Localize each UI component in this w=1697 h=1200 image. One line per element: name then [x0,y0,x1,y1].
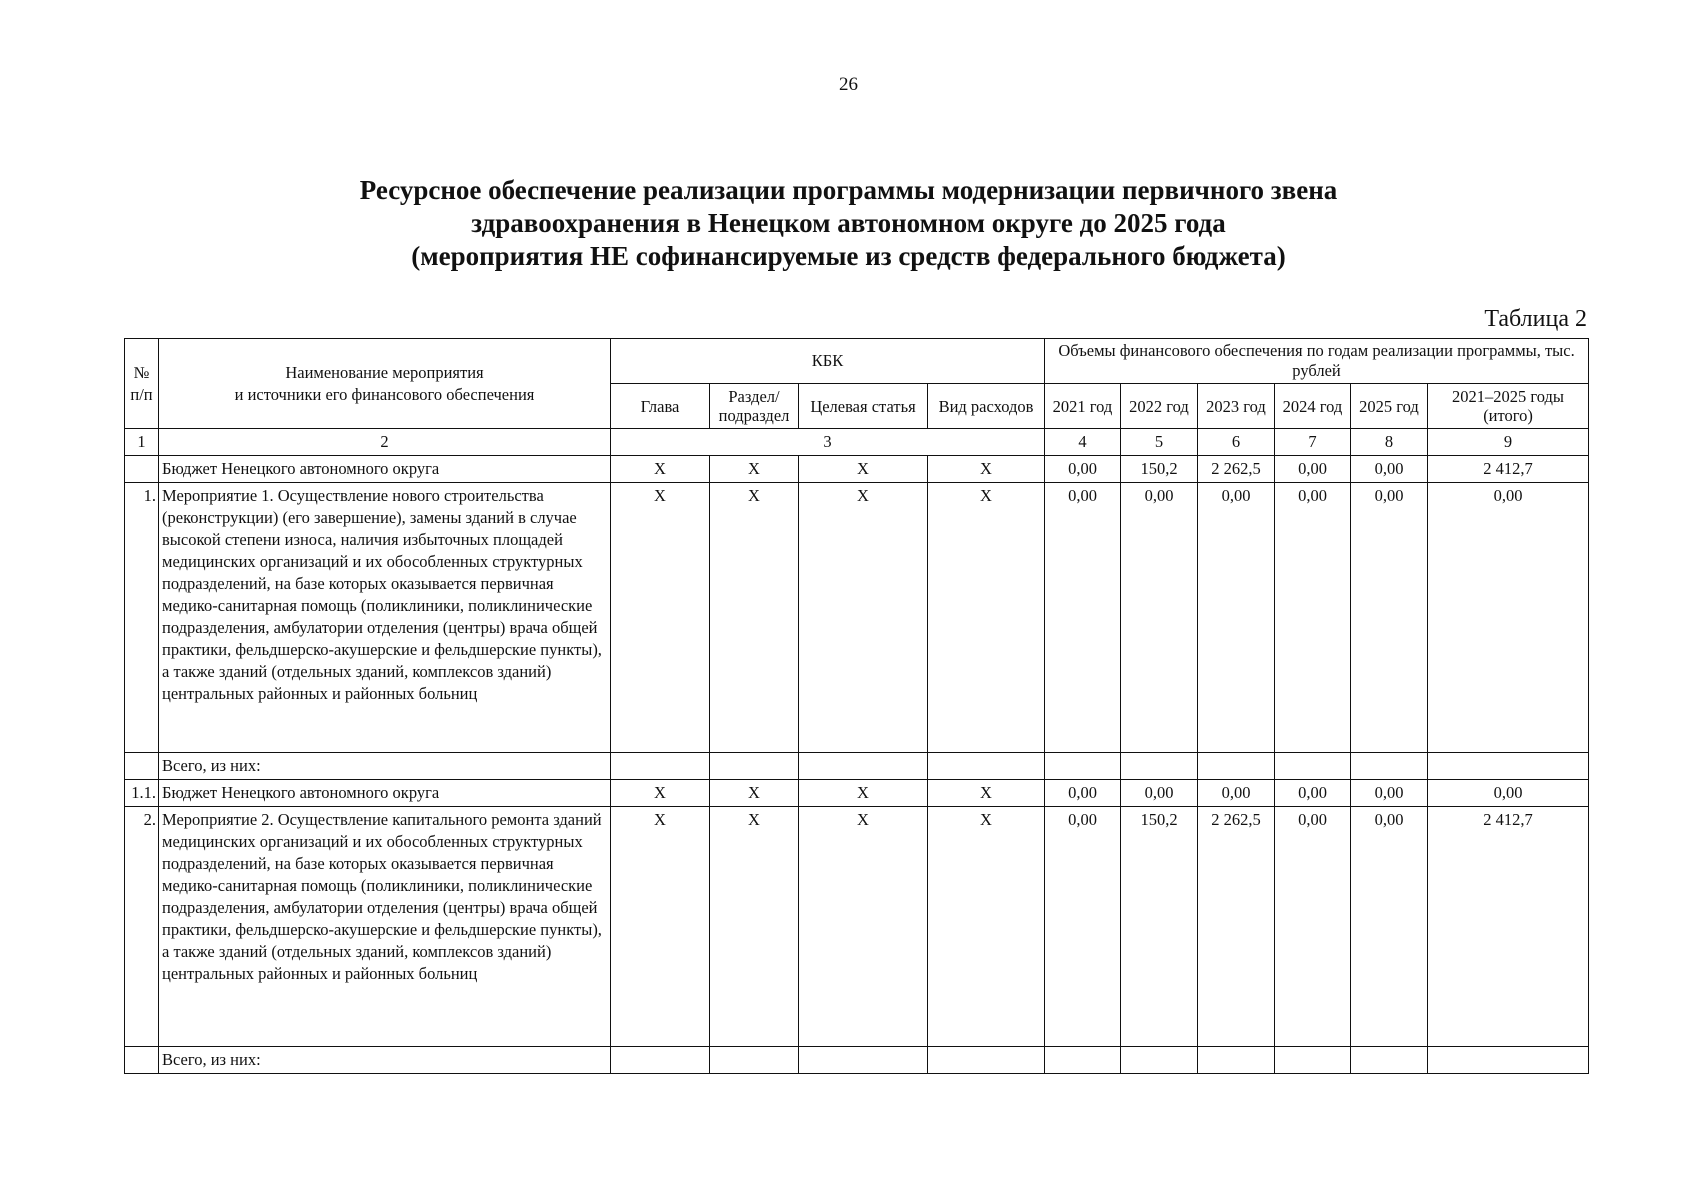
row-name: Бюджет Ненецкого автономного округа [159,780,611,807]
row-razdel [710,753,799,780]
table-row [125,807,1589,1047]
resource-table [124,338,1589,1074]
table-row [125,1047,1589,1074]
row-name: Бюджет Ненецкого автономного округа [159,456,611,483]
table-row [125,780,1589,807]
row-vid [928,753,1045,780]
row-glava: X [611,483,710,753]
header-num: № п/п [125,339,159,429]
row-vid: X [928,807,1045,1047]
row-tselevaya: X [799,780,928,807]
row-total [1428,753,1589,780]
header-year-2023: 2023 год [1198,384,1275,429]
row-y2021: 0,00 [1045,807,1121,1047]
index-cell: 2 [159,429,611,456]
row-y2021 [1045,753,1121,780]
index-row [125,429,1589,456]
row-y2025: 0,00 [1351,483,1428,753]
row-y2025 [1351,1047,1428,1074]
document-title [0,174,1697,273]
title-line: (мероприятия НЕ софинансируемые из средств федерального бюджета) [411,241,1286,271]
header-year-2025: 2025 год [1351,384,1428,429]
row-y2025 [1351,753,1428,780]
index-cell: 3 [611,429,1045,456]
row-vid [928,1047,1045,1074]
row-num [125,1047,159,1074]
row-y2024: 0,00 [1275,456,1351,483]
table-row [125,456,1589,483]
row-y2023 [1198,1047,1275,1074]
row-razdel [710,1047,799,1074]
row-name: Всего, из них: [159,753,611,780]
row-total: 2 412,7 [1428,807,1589,1047]
row-total: 0,00 [1428,483,1589,753]
row-tselevaya: X [799,807,928,1047]
row-y2021 [1045,1047,1121,1074]
index-cell: 1 [125,429,159,456]
header-vid: Вид расходов [928,384,1045,429]
header-tselevaya: Целевая статья [799,384,928,429]
row-name: Мероприятие 1. Осуществление нового строительства (реконструкции) (его завершение), замены зданий в случае высокой степени износа, наличия избыточных площадей медицинских организаций и их обособленных структурных подразделений, на базе которых оказывается первичная медико-санитарная помощь (поликлиники, поликлинические подразделения, амбулатории отделения (центры) врача общей практики, фельдшерско-акушерские и фельдшерские пункты), а также зданий (отдельных зданий, комплексов зданий) центральных районных и районных больниц [159,483,611,753]
table-row [125,483,1589,753]
row-y2022: 0,00 [1121,483,1198,753]
table-row [125,753,1589,780]
header-glava: Глава [611,384,710,429]
row-y2021: 0,00 [1045,456,1121,483]
row-y2024: 0,00 [1275,807,1351,1047]
row-y2024: 0,00 [1275,483,1351,753]
row-name: Мероприятие 2. Осуществление капитального ремонта зданий медицинских организаций и их обособленных структурных подразделений, на базе которых оказывается первичная медико-санитарная помощь (поликлиники, поликлинические подразделения, амбулатории отделения (центры) врача общей практики, фельдшерско-акушерские и фельдшерские пункты), а также зданий (отдельных зданий, комплексов зданий) центральных районных и районных больниц [159,807,611,1047]
index-cell: 6 [1198,429,1275,456]
row-tselevaya: X [799,483,928,753]
row-y2022 [1121,753,1198,780]
row-num [125,753,159,780]
index-cell: 4 [1045,429,1121,456]
row-y2021: 0,00 [1045,483,1121,753]
title-line: Ресурсное обеспечение реализации программы модернизации первичного звена [359,175,1338,205]
row-y2025: 0,00 [1351,807,1428,1047]
row-tselevaya [799,1047,928,1074]
row-vid: X [928,780,1045,807]
header-year-2024: 2024 год [1275,384,1351,429]
header-year-2022: 2022 год [1121,384,1198,429]
row-glava [611,753,710,780]
index-cell: 7 [1275,429,1351,456]
header-funding: Объемы финансового обеспечения по годам реализации программы, тыс. рублей [1045,339,1589,384]
header-name-line: и источники его финансового обеспечения [234,384,535,404]
row-razdel: X [710,483,799,753]
row-total [1428,1047,1589,1074]
index-cell: 8 [1351,429,1428,456]
title-line: здравоохранения в Ненецком автономном округе до 2025 года [471,208,1226,238]
row-y2024 [1275,753,1351,780]
row-tselevaya [799,753,928,780]
row-razdel: X [710,780,799,807]
row-y2023: 0,00 [1198,780,1275,807]
row-y2022 [1121,1047,1198,1074]
row-num: 1. [125,483,159,753]
row-y2024 [1275,1047,1351,1074]
row-vid: X [928,456,1045,483]
row-num [125,456,159,483]
header-total-line: (итого) [1483,406,1533,425]
header-total [1428,384,1589,429]
row-y2023: 2 262,5 [1198,456,1275,483]
header-name [159,339,611,429]
index-cell: 5 [1121,429,1198,456]
row-y2023: 0,00 [1198,483,1275,753]
row-name: Всего, из них: [159,1047,611,1074]
row-y2023: 2 262,5 [1198,807,1275,1047]
row-glava: X [611,456,710,483]
row-y2021: 0,00 [1045,780,1121,807]
row-vid: X [928,483,1045,753]
table-label: Таблица 2 [1484,306,1587,332]
row-y2022: 150,2 [1121,456,1198,483]
index-cell: 9 [1428,429,1589,456]
row-num: 2. [125,807,159,1047]
header-kbk: КБК [611,339,1045,384]
row-y2022: 0,00 [1121,780,1198,807]
row-razdel: X [710,807,799,1047]
row-glava [611,1047,710,1074]
header-year-2021: 2021 год [1045,384,1121,429]
row-tselevaya: X [799,456,928,483]
row-y2025: 0,00 [1351,456,1428,483]
row-y2023 [1198,753,1275,780]
header-name-line: Наименование мероприятия [285,362,484,382]
row-glava: X [611,807,710,1047]
row-num: 1.1. [125,780,159,807]
page-number: 26 [839,74,858,95]
row-total: 0,00 [1428,780,1589,807]
row-y2022: 150,2 [1121,807,1198,1047]
header-total-line: 2021–2025 годы [1452,387,1565,406]
header-razdel: Раздел/ подраздел [710,384,799,429]
row-glava: X [611,780,710,807]
row-y2024: 0,00 [1275,780,1351,807]
row-razdel: X [710,456,799,483]
row-y2025: 0,00 [1351,780,1428,807]
row-total: 2 412,7 [1428,456,1589,483]
